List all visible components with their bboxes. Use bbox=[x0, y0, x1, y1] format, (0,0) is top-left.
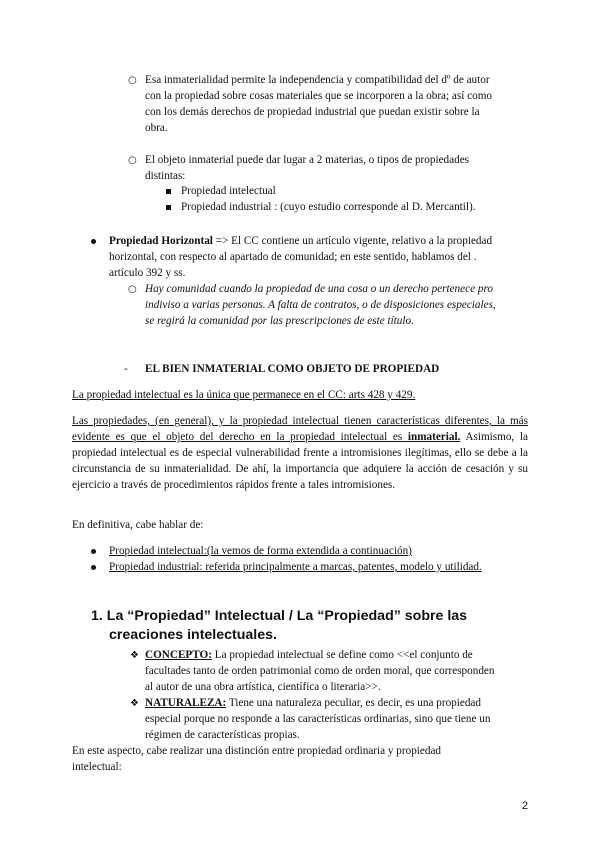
concepto-line-3: al autor de una obra artística, científica o literaria>>. bbox=[145, 681, 381, 693]
sub1-line-4: obra. bbox=[145, 122, 168, 134]
concepto-line-1: CONCEPTO: La propiedad intelectual se define como <<el conjunto de bbox=[145, 649, 473, 661]
horizontal-line-1: Propiedad Horizontal => El CC contiene un artículo vigente, relativo a la propiedad bbox=[109, 235, 493, 247]
paragraph-3: En definitiva, cabe hablar de: bbox=[72, 519, 204, 531]
list-item: Propiedad industrial: referida principalmente a marcas, patentes, modelo y utilidad. bbox=[109, 561, 482, 573]
bold-inmaterial: inmaterial. bbox=[407, 431, 461, 443]
sub1-line-3: con los demás derechos de propiedad industrial que puedan existir sobre la bbox=[145, 106, 480, 118]
page-number: 2 bbox=[521, 800, 528, 812]
bullet-icon bbox=[91, 565, 96, 570]
bullet-icon bbox=[91, 549, 96, 554]
horizontal-quote-2: indiviso a varias personas. A falta de contratos, o de disposiciones especiales, bbox=[145, 299, 496, 311]
section-heading: EL BIEN INMATERIAL COMO OBJETO DE PROPIEDAD bbox=[145, 363, 440, 375]
heading-1-line-2: creaciones intelectuales. bbox=[109, 627, 277, 643]
naturaleza-label: NATURALEZA: bbox=[145, 697, 227, 709]
hollow-bullet-icon: ○ bbox=[128, 75, 137, 86]
closing-line-2: intelectual: bbox=[72, 761, 122, 773]
sub1-line-2: con la propiedad sobre cosas materiales que se incorporen a la obra; así como bbox=[145, 90, 492, 102]
section-dash: - bbox=[124, 363, 128, 375]
hollow-bullet-icon: ○ bbox=[128, 155, 137, 166]
sub2-line-2: distintas: bbox=[145, 170, 186, 182]
horizontal-term: Propiedad Horizontal bbox=[109, 235, 213, 247]
heading-1-line-1: 1. La “Propiedad” Intelectual / La “Propiedad” sobre las bbox=[91, 608, 468, 624]
closing-line-1: En este aspecto, cabe realizar una distinción entre propiedad ordinaria y propiedad bbox=[72, 745, 442, 757]
sub2-line-1: El objeto inmaterial puede dar lugar a 2 materias, o tipos de propiedades bbox=[145, 154, 470, 166]
diamond-bullet-icon: ❖ bbox=[130, 650, 139, 661]
square-bullet-icon bbox=[166, 189, 171, 194]
list-item: Propiedad intelectual:(la vemos de forma extendida a continuación) bbox=[109, 545, 412, 557]
square-bullet-icon bbox=[166, 205, 171, 210]
concepto-line-2: facultades tanto de orden patrimonial como de orden moral, que corresponden bbox=[145, 665, 495, 677]
diamond-bullet-icon: ❖ bbox=[130, 698, 139, 709]
hollow-bullet-icon: ○ bbox=[128, 284, 137, 295]
horizontal-line-3: artículo 392 y ss. bbox=[109, 267, 186, 279]
naturaleza-line-1: NATURALEZA: Tiene una naturaleza peculiar, es decir, es una propiedad bbox=[145, 697, 481, 709]
sub1-line-1: Esa inmaterialidad permite la independencia y compatibilidad del dº de autor bbox=[145, 74, 490, 86]
paragraph-2: Las propiedades, (en general), y la propiedad intelectual tienen características diferentes, la más evidente es que el objeto del derecho en la propiedad intelectual es inmaterial. Asimismo, la propiedad intelectual es de especial vulnerabilidad frente a intromisiones ilegítimas, ello se debe a la circunstancia de su inmaterialidad. De ahí, la importancia que adquiere la acción de cesación y su ejercicio a través de procedimientos rápidos frente a tales intromisiones. bbox=[72, 415, 528, 491]
concepto-label: CONCEPTO: bbox=[145, 649, 212, 661]
horizontal-quote-3: se regirá la comunidad por las prescripciones de este título. bbox=[145, 315, 414, 327]
naturaleza-line-3: régimen de características propias. bbox=[145, 729, 300, 741]
sub2-item-2: Propiedad industrial : (cuyo estudio corresponde al D. Mercantil). bbox=[181, 201, 476, 213]
paragraph-1: La propiedad intelectual es la única que permanece en el CC: arts 428 y 429. bbox=[72, 389, 416, 401]
naturaleza-line-2: especial porque no responde a las características ordinarias, sino que tiene un bbox=[145, 713, 491, 725]
bullet-icon bbox=[91, 239, 96, 244]
sub2-item-1: Propiedad intelectual bbox=[181, 185, 276, 197]
horizontal-line-2: horizontal, con respecto al apartado de comunidad; en este sentido, hablamos del . bbox=[109, 251, 477, 263]
horizontal-quote-1: Hay comunidad cuando la propiedad de una cosa o un derecho pertenece pro bbox=[145, 283, 493, 295]
